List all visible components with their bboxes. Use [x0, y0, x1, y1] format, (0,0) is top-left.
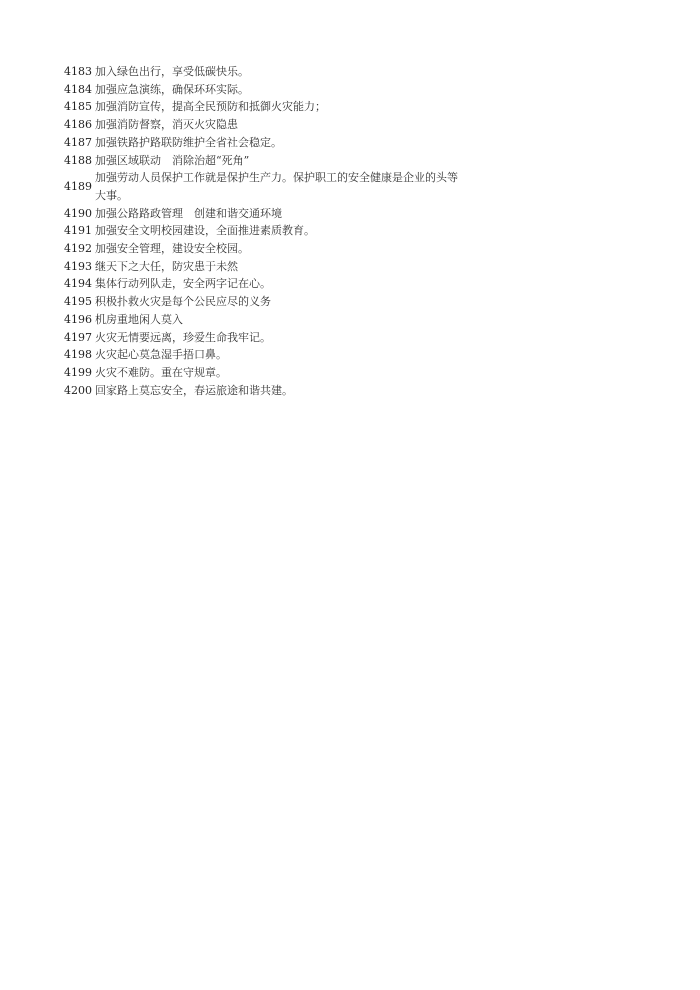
list-item	[64, 63, 464, 81]
item-text: 加强应急演练，确保环环实际。	[95, 82, 249, 96]
item-text: 火灾起心莫急湿手捂口鼻。	[95, 348, 227, 362]
list-item	[64, 81, 464, 99]
list-item	[64, 222, 464, 240]
item-text: 加强安全文明校园建设，全面推进素质教育。	[95, 224, 315, 238]
list-item	[64, 258, 464, 276]
item-text: 加强劳动人员保护工作就是保护生产力。保护职工的安全健康是企业的头等大事。	[95, 171, 458, 202]
item-number: 4192	[64, 242, 92, 256]
item-number: 4187	[64, 135, 92, 149]
item-number: 4183	[64, 65, 92, 78]
item-text: 加入绿色出行，享受低碳快乐。	[95, 65, 249, 78]
list-item	[64, 205, 464, 223]
item-text: 加强消防宣传，提高全民预防和抵御火灾能力；	[95, 100, 326, 114]
item-number: 4195	[64, 295, 92, 309]
list-item	[64, 98, 464, 116]
item-number: 4189	[64, 180, 92, 194]
item-number: 4196	[64, 312, 92, 326]
item-text: 火灾不难防。重在守规章。	[95, 365, 227, 379]
item-text: 加强消防督察，消灭火灾隐患	[95, 118, 238, 132]
list-item	[64, 346, 464, 364]
list-item	[64, 293, 464, 311]
item-text: 机房重地闲人莫入	[95, 312, 183, 326]
item-number: 4186	[64, 118, 92, 132]
list-item	[64, 275, 464, 293]
item-text: 加强铁路护路联防维护全省社会稳定。	[95, 135, 282, 149]
list-item	[64, 329, 464, 347]
item-number: 4197	[64, 330, 92, 344]
item-text: 积极扑救火灾是每个公民应尽的义务	[95, 295, 271, 309]
item-number: 4188	[64, 153, 92, 167]
item-number: 4190	[64, 206, 92, 220]
list-item	[64, 311, 464, 329]
list-item	[64, 240, 464, 258]
list-item	[64, 169, 464, 204]
item-text: 火灾无情要远离，珍爱生命我牢记。	[95, 330, 271, 344]
item-text: 继天下之大任，防灾患于未然	[95, 259, 238, 273]
list-item	[64, 364, 464, 382]
item-text: 加强区域联动 消除治超“死角”	[95, 153, 250, 167]
item-text: 加强安全管理，建设安全校园。	[95, 242, 249, 256]
item-text: 加强公路路政管理 创建和谐交通环境	[95, 206, 282, 220]
list-item	[64, 116, 464, 134]
item-text: 回家路上莫忘安全，春运旅途和谐共建。	[95, 383, 293, 397]
item-number: 4198	[64, 348, 92, 362]
list-item	[64, 152, 464, 170]
item-number: 4193	[64, 259, 92, 273]
item-number: 4200	[64, 383, 92, 397]
slogan-list	[64, 63, 464, 399]
item-number: 4184	[64, 82, 92, 96]
item-number: 4199	[64, 365, 92, 379]
list-item	[64, 382, 464, 400]
item-number: 4191	[64, 224, 92, 238]
item-number: 4194	[64, 277, 92, 291]
item-text: 集体行动列队走，安全两字记在心。	[95, 277, 271, 291]
list-item	[64, 134, 464, 152]
item-number: 4185	[64, 100, 92, 114]
